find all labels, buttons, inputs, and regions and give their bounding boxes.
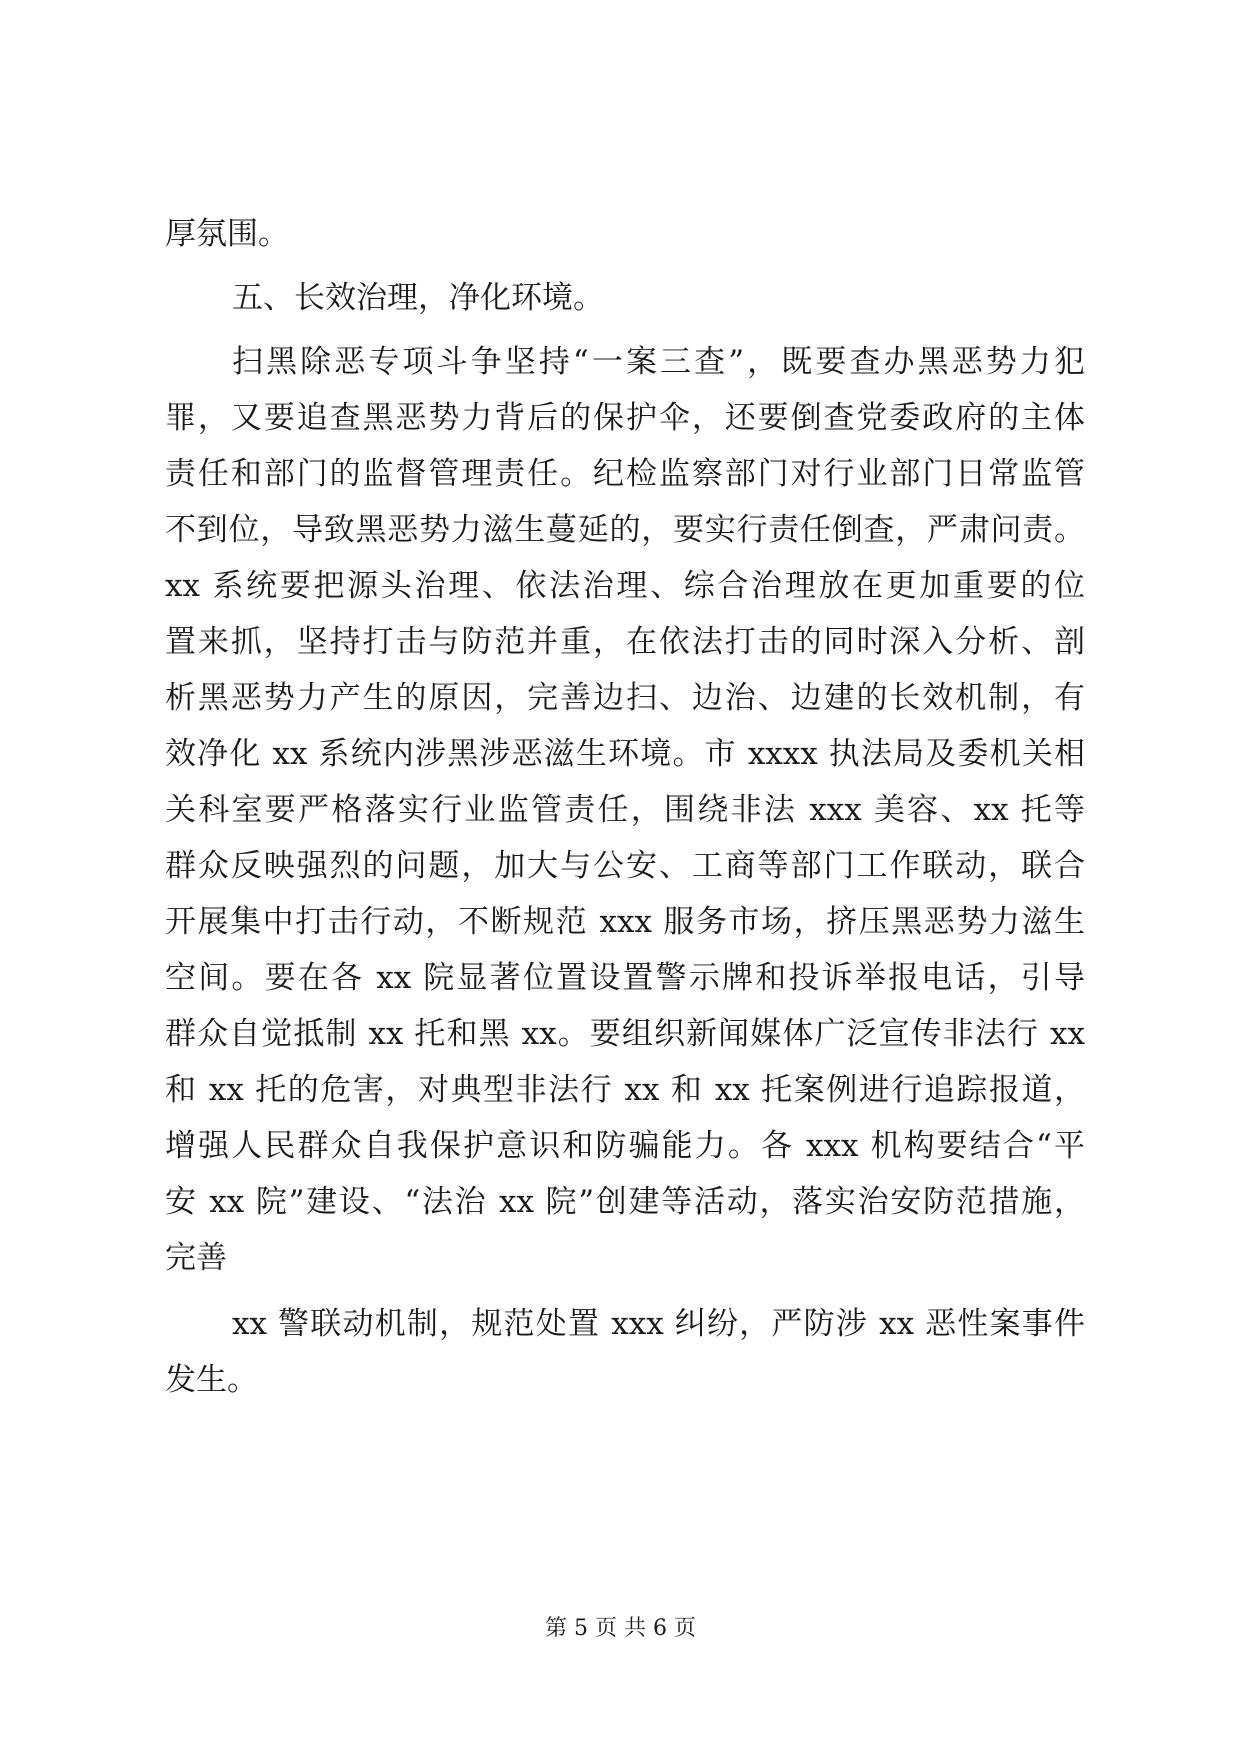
text-line: 发生。 bbox=[165, 1362, 258, 1398]
text-line: 厚氛围。 bbox=[165, 216, 289, 252]
section-heading: 五、长效治理，净化环境。 bbox=[232, 280, 604, 316]
text-line: 析黑恶势力产生的原因，完善边扫、边治、边建的长效机制，有 bbox=[165, 680, 1085, 716]
text-line: xx 系统要把源头治理、依法治理、综合治理放在更加重要的位 bbox=[165, 568, 1085, 604]
text-line: 效净化 xx 系统内涉黑涉恶滋生环境。市 xxxx 执法局及委机关相 bbox=[165, 736, 1085, 772]
text-line: 空间。要在各 xx 院显著位置设置警示牌和投诉举报电话，引导 bbox=[165, 960, 1085, 996]
text-line: 和 xx 托的危害，对典型非法行 xx 和 xx 托案例进行追踪报道， bbox=[165, 1072, 1085, 1108]
text-line: 置来抓，坚持打击与防范并重，在依法打击的同时深入分析、剖 bbox=[165, 624, 1085, 660]
text-line: xx 警联动机制，规范处置 xxx 纠纷，严防涉 xx 恶性案事件 bbox=[232, 1306, 1085, 1342]
page-footer: 第 5 页 共 6 页 bbox=[545, 1616, 696, 1641]
text-line: 开展集中打击行动，不断规范 xxx 服务市场，挤压黑恶势力滋生 bbox=[165, 904, 1085, 940]
text-line: 关科室要严格落实行业监管责任，围绕非法 xxx 美容、xx 托等 bbox=[165, 792, 1085, 828]
text-line: 群众反映强烈的问题，加大与公安、工商等部门工作联动，联合 bbox=[165, 848, 1085, 884]
text-line: 群众自觉抵制 xx 托和黑 xx。要组织新闻媒体广泛宣传非法行 xx bbox=[165, 1016, 1085, 1052]
text-line: 增强人民群众自我保护意识和防骗能力。各 xxx 机构要结合“平 bbox=[165, 1128, 1085, 1164]
text-line: 安 xx 院”建设、“法治 xx 院”创建等活动，落实治安防范措施， bbox=[165, 1184, 1085, 1220]
text-line: 罪，又要追查黑恶势力背后的保护伞，还要倒查党委政府的主体 bbox=[165, 400, 1085, 436]
text-line: 不到位，导致黑恶势力滋生蔓延的，要实行责任倒查，严肃问责。 bbox=[165, 512, 1085, 548]
text-line: 完善 bbox=[165, 1240, 227, 1276]
text-line: 扫黑除恶专项斗争坚持“一案三查”，既要查办黑恶势力犯 bbox=[232, 344, 1085, 380]
text-line: 责任和部门的监督管理责任。纪检监察部门对行业部门日常监管 bbox=[165, 456, 1085, 492]
